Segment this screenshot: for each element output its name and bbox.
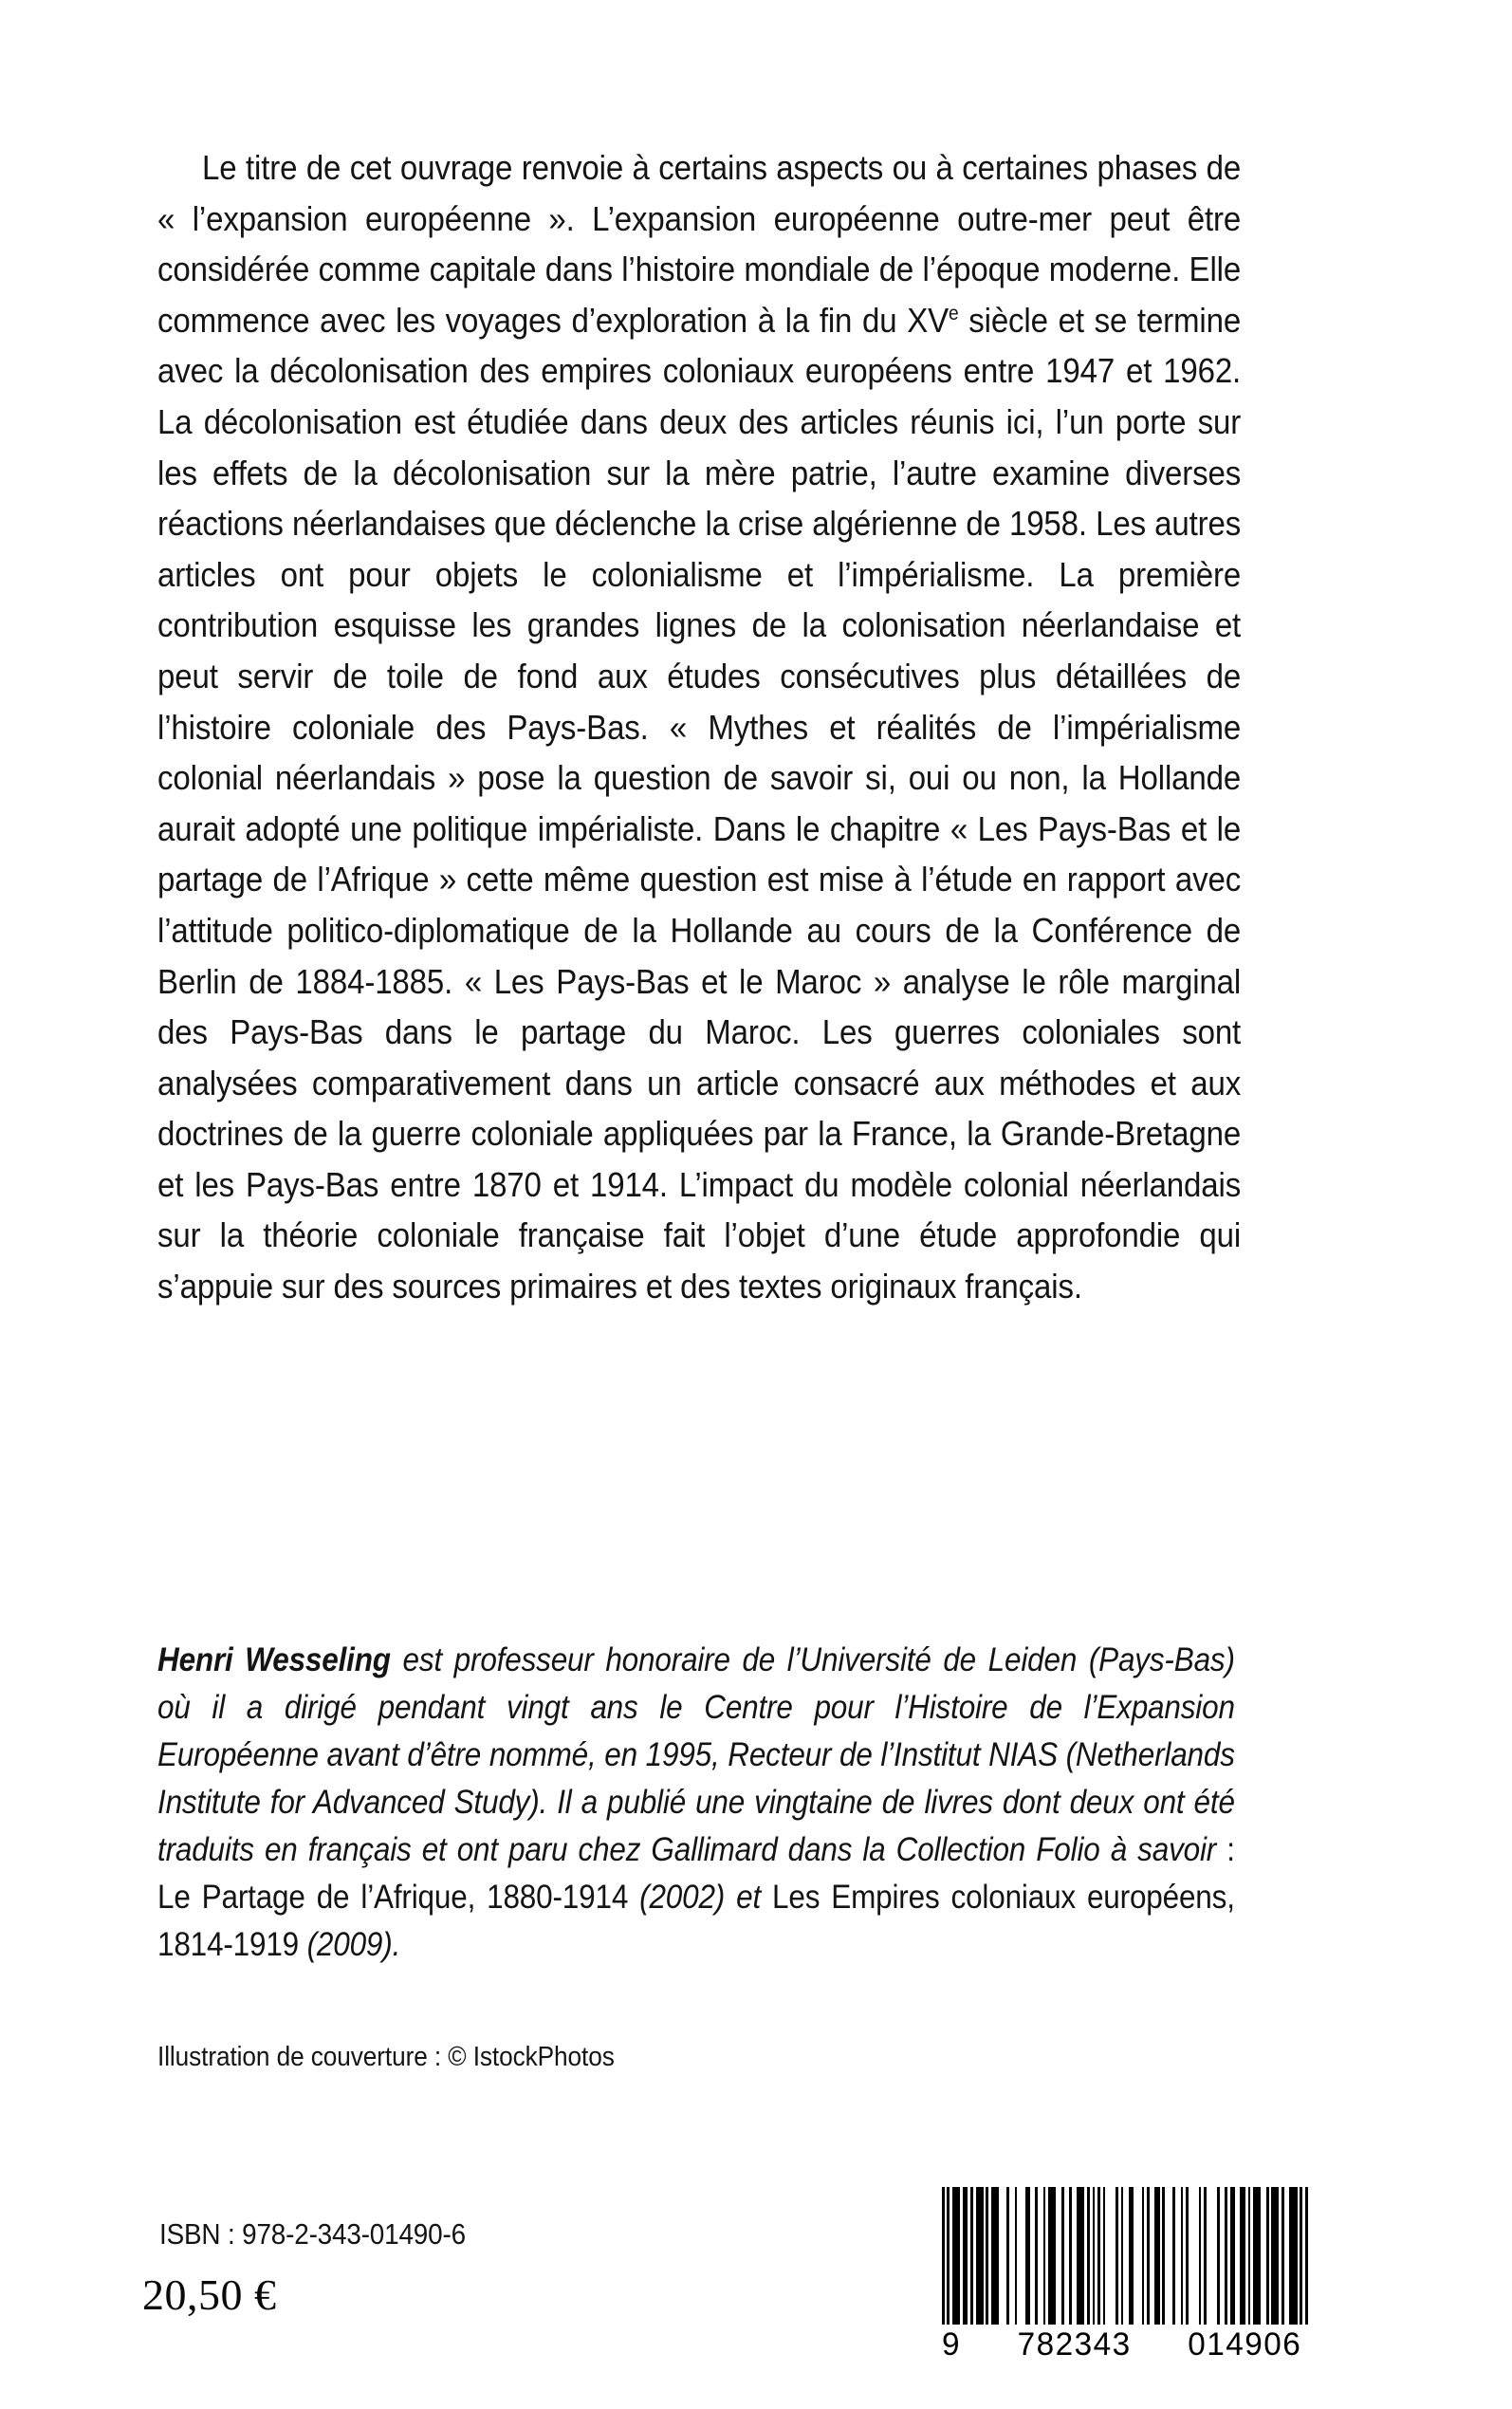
back-cover-blurb [157, 142, 1241, 1312]
bio-colon: : [1216, 1831, 1235, 1868]
ordinal-superscript: e [948, 302, 959, 324]
barcode-right-group: 014906 [1188, 2326, 1302, 2363]
blurb-text-part1: Le titre de cet ouvrage renvoie à certains aspects ou à certaines phases de « l’expansion européenne ». L’expansion européenne outre-mer peut être considérée comme capitale dans l’histoire mondiale de l’époque moderne. Elle commence avec les voyages d’exploration à la fin du XV [157, 148, 1242, 340]
book-title-2: Les Empires coloniaux européens, 1814-1919 [157, 1879, 1235, 1963]
author-bio [157, 1637, 1235, 1969]
author-name: Henri Wesseling [157, 1641, 391, 1678]
bio-conjunction: et [725, 1879, 773, 1916]
illustration-credit: Illustration de couverture : © IstockPhotos [157, 2042, 615, 2072]
ean13-barcode [942, 2187, 1309, 2363]
bio-text: est professeur honoraire de l’Université de Leiden (Pays-Bas) où il a dirigé pendant vingt ans le Centre pour l’Histoire de l’Expansion Européenne avant d’être nommé, en 1995, Recteur de l’Institut NIAS (Netherlands Institute for Advanced Study). Il a publié une vingtaine de livres dont deux ont été traduits en français et ont paru chez Gallimard dans la Collection Folio à savoir [157, 1641, 1235, 1868]
isbn-line: ISBN : 978-2-343-01490-6 [159, 2217, 466, 2251]
barcode-left-group: 782343 [1017, 2326, 1132, 2363]
book-year-2: (2009). [299, 1926, 401, 1963]
price-label: 20,50 € [142, 2270, 277, 2319]
barcode-bars [942, 2187, 1309, 2325]
barcode-digits [942, 2325, 1301, 2363]
book-title-1: Le Partage de l’Afrique, 1880-1914 [157, 1879, 629, 1916]
book-year-1: (2002) [628, 1879, 726, 1916]
blurb-text-part2: siècle et se termine avec la décolonisation des empires coloniaux européens entre 1947 et 1962. La décolonisation est étudiée dans deux des articles réunis ici, l’un porte sur les effets de la décolonisation sur la mère patrie, l’autre examine diverses réactions néerlandaises que déclenche la crise algérienne de 1958. Les autres articles ont pour objets le colonialisme et l’impérialisme. La première contribution esquisse les grandes lignes de la colonisation néerlandaise et peut servir de toile de fond aux études consécutives plus détaillées de l’histoire coloniale des Pays-Bas. « Mythes et réalités de l’impérialisme colonial néerlandais » pose la question de savoir si, oui ou non, la Hollande aurait adopté une politique impérialiste. Dans le chapitre « Les Pays-Bas et le partage de l’Afrique » cette même question est mise à l’étude en rapport avec l’attitude politico-diplomatique de la Hollande au cours de la Conférence de Berlin de 1884-1885. « Les Pays-Bas et le Maroc » analyse le rôle marginal des Pays-Bas dans le partage du Maroc. Les guerres coloniales sont analysées comparativement dans un article consacré aux méthodes et aux doctrines de la guerre coloniale appliquées par la France, la Grande-Bretagne et les Pays-Bas entre 1870 et 1914. L’impact du modèle colonial néerlandais sur la théorie coloniale française fait l’objet d’une étude approfondie qui s’appuie sur des sources primaires et des textes originaux français. [157, 300, 1242, 1306]
barcode-lead-digit: 9 [942, 2326, 962, 2363]
